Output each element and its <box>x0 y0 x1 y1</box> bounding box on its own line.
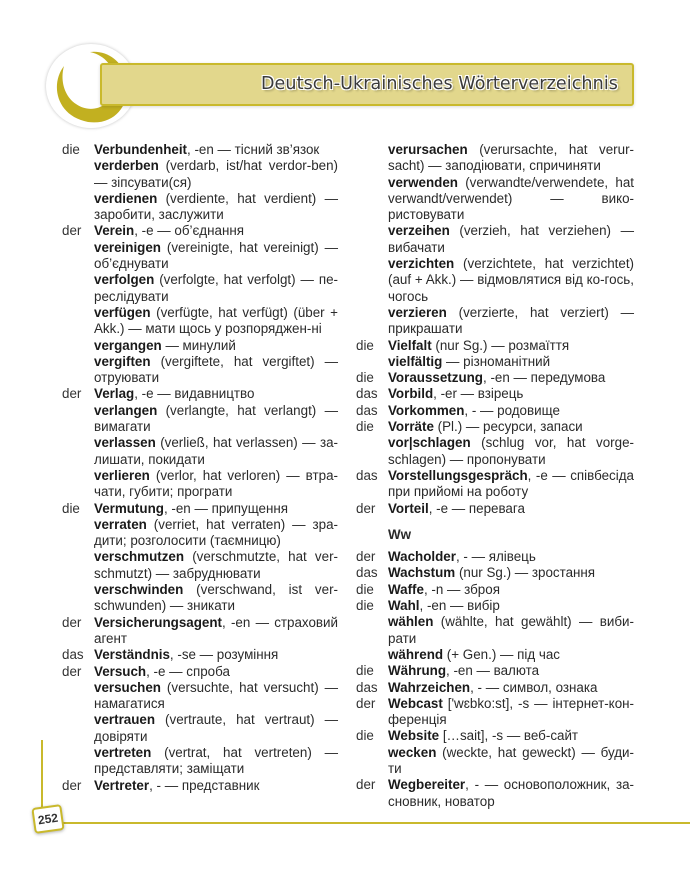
entry-headword: versuchen <box>94 679 161 695</box>
entry-definition: (versuchte, hat versucht) — намагатися <box>94 679 338 712</box>
entry-headword: verzichten <box>388 256 455 272</box>
entry-definition: (verursachte, hat verur-sacht) — заподіювати, спричиняти <box>388 142 634 174</box>
entry-definition: , -e — співбесіда при прийомі на роботу <box>388 467 634 500</box>
entry-definition: ['wɛbko:st], -s — інтернет-кон-ференція <box>388 695 634 728</box>
dictionary-entry <box>62 680 338 713</box>
dictionary-entry <box>62 664 338 680</box>
entry-definition: , -se — розуміння <box>169 647 279 663</box>
entry-definition: (verzierte, hat verziert) — прикрашати <box>388 304 634 337</box>
dictionary-entry <box>356 598 634 614</box>
dictionary-entry <box>62 435 338 468</box>
dictionary-entry <box>62 549 338 582</box>
entry-headword: Vielfalt <box>388 337 432 353</box>
dictionary-entry <box>356 582 634 598</box>
entry-article: der <box>62 663 82 679</box>
dictionary-entry <box>62 158 338 191</box>
entry-article: die <box>356 419 374 435</box>
dictionary-entry <box>356 680 634 696</box>
dictionary-entry <box>62 778 338 794</box>
entry-headword: Vorräte <box>388 419 434 435</box>
entry-definition: , -e — перевага <box>428 500 525 516</box>
dictionary-entry <box>356 745 634 778</box>
entry-definition: (vertrat, hat vertreten) — представляти; заміщати <box>94 744 338 777</box>
entry-headword: Verbundenheit <box>94 142 188 157</box>
footer-line <box>62 822 690 824</box>
entry-definition: , - — символ, ознака <box>470 679 598 695</box>
entry-article: das <box>356 386 378 402</box>
page-title: Deutsch-Ukrainisches Wörterverzeichnis <box>260 74 618 94</box>
dictionary-entry <box>356 142 634 175</box>
entry-definition: (verlangte, hat verlangt) — вимагати <box>94 402 338 435</box>
entry-definition: (wählte, hat gewählt) — виби-рати <box>388 614 634 646</box>
dictionary-entry <box>356 370 634 386</box>
dictionary-entry <box>356 419 634 435</box>
entry-article: das <box>356 467 378 483</box>
dictionary-entry <box>62 468 338 501</box>
dictionary-entry <box>356 549 634 565</box>
entry-definition: , - — представник <box>149 777 260 793</box>
dictionary-entry <box>356 435 634 468</box>
entry-headword: Verlag <box>94 386 135 402</box>
entry-headword: verwenden <box>388 174 458 190</box>
dictionary-entry <box>356 777 634 810</box>
dictionary-entry <box>356 403 634 419</box>
entry-headword: verzeihen <box>388 223 450 239</box>
entry-article: das <box>356 679 378 695</box>
dictionary-entry <box>62 191 338 224</box>
dictionary-entry <box>62 240 338 273</box>
dictionary-entry <box>356 728 634 744</box>
entry-definition: , -e — спроба <box>146 663 230 679</box>
entry-headword: Wahl <box>388 598 420 614</box>
left-margin-line <box>41 740 43 812</box>
entry-definition: (nur Sg.) — зростання <box>455 565 596 581</box>
entry-headword: verzieren <box>388 304 447 320</box>
entry-headword: Waffe <box>388 581 424 597</box>
entry-definition: , -en — припущення <box>163 500 289 516</box>
entry-definition: (verfolgte, hat verfolgt) — пе-реслідувати <box>94 272 338 304</box>
entry-headword: Website <box>388 728 440 744</box>
entry-definition: (weckte, hat geweckt) — буди-ти <box>388 744 634 776</box>
entry-definition: (schlug vor, hat vorge-schlagen) — пропонувати <box>388 435 634 467</box>
dictionary-entry <box>62 517 338 550</box>
entry-definition: , -e — об’єднання <box>134 223 245 239</box>
dictionary-entry <box>356 256 634 305</box>
entry-headword: Voraussetzung <box>388 370 483 386</box>
entry-definition: (verschmutzte, hat ver-schmutzt) — забруднювати <box>94 549 338 581</box>
entry-article: das <box>356 402 378 418</box>
entry-headword: verlieren <box>94 467 150 483</box>
dictionary-entry <box>62 615 338 648</box>
dictionary-entry <box>62 745 338 778</box>
entry-headword: Wegbereiter <box>388 777 466 793</box>
right-column <box>356 142 634 810</box>
entry-definition: (verließ, hat verlassen) — за-лишати, покидати <box>94 435 338 467</box>
entry-definition: , - — основоположник, за-сновник, новатор <box>388 777 634 809</box>
entry-headword: Vorbild <box>388 386 434 402</box>
dictionary-entry <box>356 305 634 338</box>
entry-headword: Webcast <box>388 695 443 711</box>
entry-definition: (verwandte/verwendete, hat verwandt/verwendet) — вико-ристовувати <box>388 174 634 223</box>
entry-definition: (Pl.) — ресурси, запаси <box>433 419 583 435</box>
entry-headword: Verständnis <box>94 647 170 663</box>
entry-article: der <box>62 386 82 402</box>
dictionary-entry <box>62 712 338 745</box>
entry-definition: , -en — вибір <box>419 598 500 614</box>
dictionary-entry <box>62 272 338 305</box>
entry-headword: Vermutung <box>94 500 164 516</box>
entry-article: die <box>356 728 374 744</box>
entry-article: der <box>356 500 376 516</box>
header-bar <box>100 63 634 106</box>
dictionary-entry <box>62 305 338 338</box>
entry-definition: (verschwand, ist ver-schwunden) — зникати <box>94 582 338 614</box>
dictionary-entry <box>356 614 634 647</box>
dictionary-entry <box>356 468 634 501</box>
entry-headword: verlassen <box>94 435 156 451</box>
entry-headword: verfügen <box>94 304 151 320</box>
dictionary-entry <box>62 142 338 158</box>
entry-definition: (vereinigte, hat vereinigt) — об’єднувати <box>94 239 338 272</box>
entry-definition: (verdiente, hat verdient) — заробити, заслужити <box>94 190 338 223</box>
entry-definition: , -en — валюта <box>446 663 540 679</box>
entry-headword: Vorstellungsgespräch <box>388 467 528 483</box>
entry-article: das <box>62 647 84 663</box>
dictionary-entry <box>62 354 338 387</box>
entry-headword: vergiften <box>94 353 151 369</box>
entry-definition: — минулий <box>161 337 236 353</box>
entry-headword: Wahrzeichen <box>388 679 471 695</box>
dictionary-entry <box>62 223 338 239</box>
entry-article: der <box>356 777 376 793</box>
entry-definition: , - — ялівець <box>455 549 536 565</box>
dictionary-entry <box>356 354 634 370</box>
entry-article: der <box>356 549 376 565</box>
entry-article: die <box>356 337 374 353</box>
dictionary-entry <box>62 403 338 436</box>
entry-definition: (+ Gen.) — під час <box>443 646 560 662</box>
dictionary-entry <box>356 501 634 517</box>
dictionary-entry <box>62 386 338 402</box>
entry-definition: […sait], -s — веб-сайт <box>439 728 579 744</box>
entry-headword: verschmutzen <box>94 549 185 565</box>
entry-definition: , -en — тісний зв’язок <box>187 142 320 157</box>
entry-headword: Versuch <box>94 663 147 679</box>
entry-headword: Vertreter <box>94 777 150 793</box>
entry-headword: während <box>388 646 444 662</box>
entry-headword: verdienen <box>94 190 158 206</box>
entry-headword: Wacholder <box>388 549 456 565</box>
entry-headword: vor|schlagen <box>388 435 471 451</box>
entry-headword: Versicherungsagent <box>94 614 223 630</box>
entry-headword: vertrauen <box>94 712 156 728</box>
entry-headword: verlangen <box>94 402 158 418</box>
entry-article: das <box>356 565 378 581</box>
entry-article: die <box>356 663 374 679</box>
entry-headword: Währung <box>388 663 447 679</box>
entry-definition: (nur Sg.) — розмаїття <box>431 337 570 353</box>
entry-headword: Wachstum <box>388 565 456 581</box>
dictionary-entry <box>62 338 338 354</box>
entry-definition: (verzichtete, hat verzichtet) (auf + Akk.) — відмовлятися від ко-гось, чогось <box>388 256 634 304</box>
entry-headword: vertreten <box>94 744 152 760</box>
dictionary-entry <box>356 663 634 679</box>
dictionary-entry <box>356 338 634 354</box>
entry-definition: (verlor, hat verloren) — втра-чати, губити; програти <box>94 467 338 500</box>
dictionary-entry <box>356 647 634 663</box>
entry-article: die <box>356 598 374 614</box>
entry-headword: wecken <box>388 744 437 760</box>
left-column <box>62 142 338 794</box>
entry-definition: , -e — видавництво <box>134 386 255 402</box>
dictionary-entry <box>356 565 634 581</box>
entry-headword: Vorteil <box>388 500 429 516</box>
entry-headword: Verein <box>94 223 135 239</box>
entry-definition: , -er — взірець <box>433 386 524 402</box>
entry-headword: vereinigen <box>94 239 161 255</box>
entry-definition: , -en — страховий агент <box>94 614 338 646</box>
dictionary-entry <box>62 582 338 615</box>
entry-article: die <box>62 142 80 157</box>
dictionary-entry <box>62 647 338 663</box>
entry-article: der <box>62 614 82 630</box>
entry-definition: — різноманітний <box>442 353 551 369</box>
entry-article: der <box>62 223 82 239</box>
entry-article: die <box>356 581 374 597</box>
entry-headword: verschwinden <box>94 582 184 598</box>
entry-headword: verfolgen <box>94 272 155 288</box>
dictionary-entry <box>356 386 634 402</box>
entry-headword: verderben <box>94 158 159 174</box>
entry-article: die <box>62 500 80 516</box>
entry-headword: vielfältig <box>388 353 443 369</box>
entry-article: die <box>356 370 374 386</box>
entry-article: der <box>62 777 82 793</box>
entry-definition: , - — родовище <box>464 402 560 418</box>
entry-article: der <box>356 695 376 711</box>
entry-definition: , -en — передумова <box>483 370 606 386</box>
entry-definition: (verzieh, hat verziehen) — вибачати <box>388 223 634 255</box>
dictionary-entry <box>356 175 634 224</box>
entry-definition: (vertraute, hat vertraut) — довіряти <box>94 712 338 744</box>
section-heading-w: Ww <box>388 526 412 542</box>
entry-headword: verursachen <box>388 142 468 157</box>
entry-definition: (verdarb, ist/hat verdor-ben) — зіпсувати(ся) <box>94 158 338 190</box>
entry-headword: vergangen <box>94 337 162 353</box>
entry-headword: wählen <box>388 614 434 630</box>
entry-definition: (verriet, hat verraten) — зра-дити; розголосити (таємницю) <box>94 516 338 549</box>
dictionary-entry <box>356 223 634 256</box>
entry-definition: , -n — зброя <box>423 581 500 597</box>
entry-headword: verraten <box>94 516 147 532</box>
entry-definition: (vergiftete, hat vergiftet) — отруювати <box>94 353 338 386</box>
dictionary-entry <box>62 501 338 517</box>
entry-definition: (verfügte, hat verfügt) (über + Akk.) — мати щось у розпоряджен-ні <box>94 304 338 337</box>
entry-headword: Vorkommen <box>388 402 465 418</box>
dictionary-entry <box>356 696 634 729</box>
page-number: 252 <box>31 804 64 834</box>
